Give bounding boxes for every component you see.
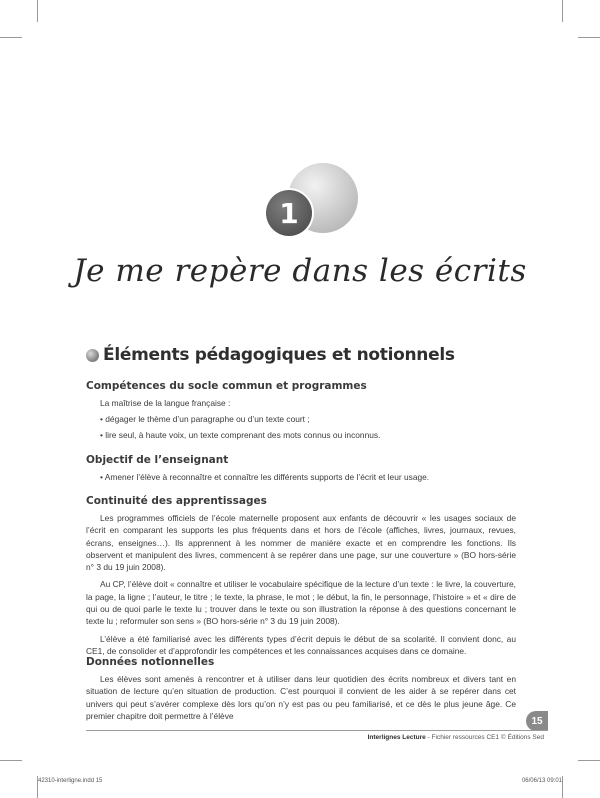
crop-mark — [562, 776, 563, 798]
objectif-item: • Amener l’élève à reconnaître et connaître les différents supports de l’écrit et leur usage. — [100, 472, 430, 482]
footer-rule — [86, 730, 548, 731]
crop-mark — [578, 37, 600, 38]
crop-mark — [0, 37, 22, 38]
slug-file: 42310-interligne.indd 15 — [38, 778, 103, 784]
section-heading — [86, 345, 455, 365]
page-number: 15 — [526, 711, 548, 731]
competences-item: • dégager le thème d’un paragraphe ou d’un texte court ; — [100, 414, 310, 424]
donnees-paragraph-1: Les élèves sont amenés à rencontrer et à utiliser dans leur quotidien des écrits nombreux et divers tant en situation de lecture qu’en situation de production. C’est pourquoi il convient de les aider à se repérer dans cet univers qui peut s’avérer complexe dès lors qu’on n’y est pas ou peu familiarisé, et ce dès le plus jeune âge. Ce premier chapitre doit permettre à l’élève — [86, 674, 516, 721]
chapter-title: Je me repère dans les écrits — [73, 253, 527, 289]
donnees-heading: Données notionnelles — [86, 656, 215, 668]
bullet-ball-icon — [86, 349, 99, 362]
competences-intro: La maîtrise de la langue française : — [100, 398, 231, 408]
competences-item: • lire seul, à haute voix, un texte comprenant des mots connus ou inconnus. — [100, 430, 381, 440]
continuite-paragraph-1: Les programmes officiels de l’école maternelle proposent aux enfants de découvrir « les usages sociaux de l’écrit en comparant les supports les plus fréquents dans et hors de l’école (affiches, livres, journaux, revues, écrans, enseignes…). Ils apprennent à les nommer de manière exacte et en comprendre les fonctions. Ils observent et manipulent des livres, commencent à se repérer dans une page, sur une couverture » (BO hors-série n° 3 du 19 juin 2008). — [86, 513, 516, 573]
crop-mark — [0, 760, 22, 761]
continuite-paragraph-2: Au CP, l’élève doit « connaître et utiliser le vocabulaire spécifique de la lecture d’un texte : le livre, la couverture, la page, la ligne ; l’auteur, le titre ; le texte, la phrase, le mot ; le début, la fin, le personnage, l’histoire » et « dire de qui ou de quoi parle le texte lu ; trouver dans le texte ou son illustration la réponse à des questions concernant le texte lu ; reformuler son sens » (BO hors-série n° 3 du 19 juin 2008). — [86, 579, 516, 627]
slug-date: 06/06/13 09:01 — [521, 778, 562, 784]
crop-mark — [37, 0, 38, 22]
continuite-heading: Continuité des apprentissages — [86, 495, 267, 507]
section-title: Éléments pédagogiques et notionnels — [103, 345, 455, 365]
crop-mark — [562, 0, 563, 22]
objectif-heading: Objectif de l’enseignant — [86, 454, 229, 466]
crop-mark — [578, 760, 600, 761]
competences-heading: Compétences du socle commun et programmes — [86, 380, 367, 392]
continuite-body — [86, 512, 516, 657]
donnees-body — [86, 673, 516, 722]
chapter-number: 1 — [266, 190, 312, 236]
footer-credit — [368, 734, 544, 741]
footer-book-title: Interlignes Lecture — [367, 734, 426, 741]
chapter-badge — [262, 163, 372, 243]
footer-credit-text: - Fichier ressources CE1 © Éditions Sed — [425, 734, 544, 741]
continuite-paragraph-3: L’élève a été familiarisé avec les différents types d’écrit depuis le début de sa scolarité. Il convient donc, au CE1, de consolider et d’approfondir les compétences et les connaissances acquises dans ce domaine. — [86, 633, 516, 656]
